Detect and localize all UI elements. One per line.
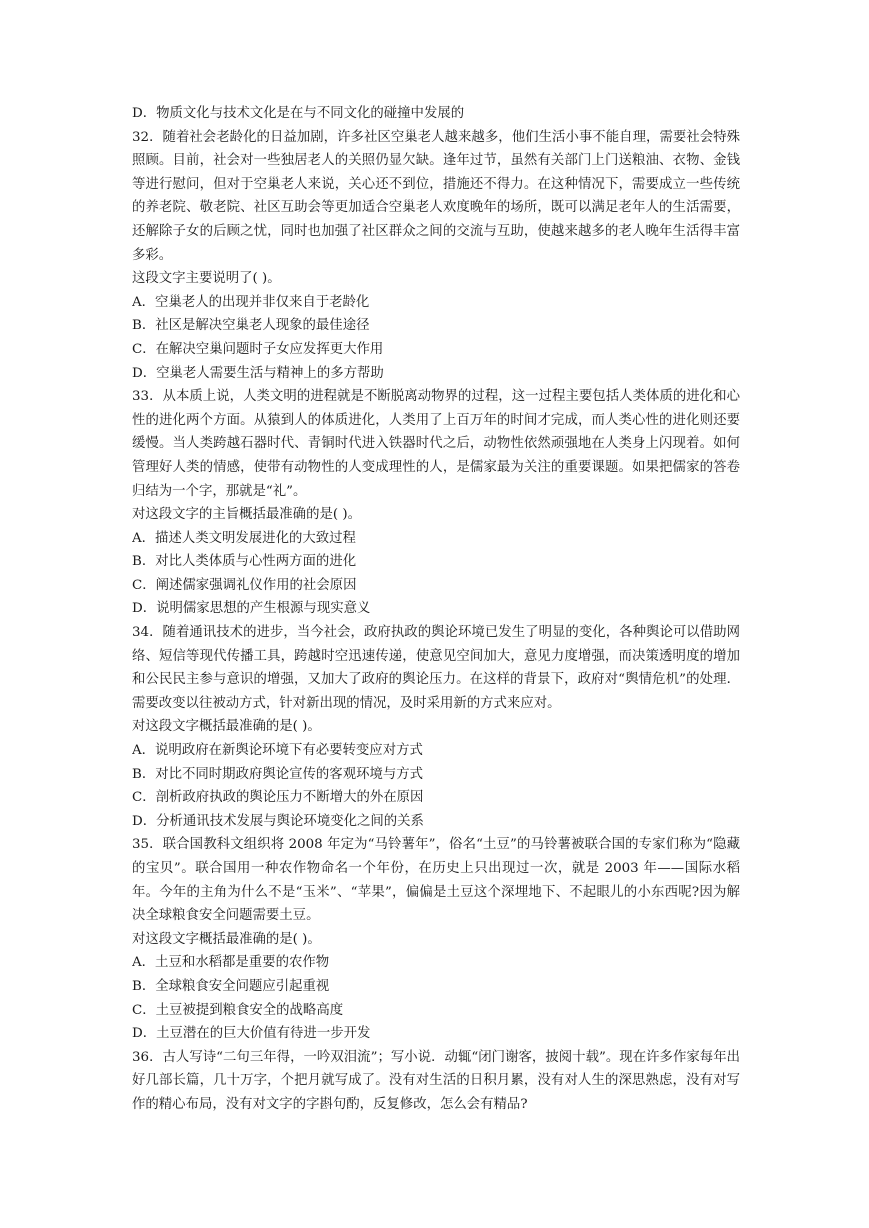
option-32-a: A．空巢老人的出现并非仅来自于老龄化: [132, 294, 370, 310]
question-35-prompt: 对这段文字概括最准确的是( )。: [132, 931, 321, 947]
option-35-c: C．土豆被提到粮食安全的战略高度: [132, 1002, 344, 1018]
option-34-b: B．对比不同时期政府舆论宣传的客观环境与方式: [132, 766, 424, 782]
option-31-d: D．物质文化与技术文化是在与不同文化的碰撞中发展的: [132, 106, 465, 121]
option-33-b: B．对比人类体质与心性两方面的进化: [132, 554, 357, 570]
option-35-d: D．土豆潜在的巨大价值有待进一步开发: [132, 1026, 371, 1042]
passage-36: 36．古人写诗“二句三年得，一吟双泪流”；写小说．动辄“闭门谢客，披阅十载”。现在许多作家每年出好几部长篇，几十万字，个把月就写成了。没有对生活的日积月累，没有对人生的深思熟虑，没有对写作的精心布局，没有对文字的字斟句酌，反复修改，怎么会有精品?: [132, 1049, 740, 1112]
option-34-d: D．分析通讯技术发展与舆论环境变化之间的关系: [132, 813, 424, 829]
question-32-prompt: 这段文字主要说明了( )。: [132, 271, 281, 287]
passage-35: 35．联合国教科文组织将 2008 年定为“马铃薯年”，俗名“土豆”的马铃薯被联合国的专家们称为“隐藏的宝贝”。联合国用一种农作物命名一个年份，在历史上只出现过一次，就是 2003 年——国际水稻年。今年的主角为什么不是“玉米”、“苹果”，偏偏是土豆这个深埋地下、不起眼儿的小东西呢?因为解决全球粮食安全问题需要土豆。: [132, 837, 740, 924]
option-32-d: D．空巢老人需要生活与精神上的多方帮助: [132, 365, 384, 381]
option-32-b: B．社区是解决空巢老人现象的最佳途径: [132, 318, 370, 334]
option-34-a: A．说明政府在新舆论环境下有必要转变应对方式: [132, 743, 423, 759]
option-33-d: D．说明儒家思想的产生根源与现实意义: [132, 601, 371, 617]
passage-32: 32．随着社会老龄化的日益加剧，许多社区空巢老人越来越多，他们生活小事不能自理，需要社会特殊照顾。目前，社会对一些独居老人的关照仍显欠缺。逢年过节，虽然有关部门上门送粮油、衣物、金钱等进行慰问，但对于空巢老人来说，关心还不到位，措施还不得力。在这种情况下，需要成立一些传统的养老院、敬老院、社区互助会等更加适合空巢老人欢度晚年的场所，既可以满足老年人的生活需要，还解除子女的后顾之忧，同时也加强了社区群众之间的交流与互助，使越来越多的老人晚年生活得丰富多彩。: [132, 129, 740, 263]
option-35-a: A．土豆和水稻都是重要的农作物: [132, 955, 330, 971]
option-34-c: C．剖析政府执政的舆论压力不断增大的外在原因: [132, 790, 424, 806]
question-33-prompt: 对这段文字的主旨概括最准确的是( )。: [132, 507, 361, 523]
question-34-prompt: 对这段文字概括最准确的是( )。: [132, 719, 321, 735]
passage-33: 33．从本质上说，人类文明的进程就是不断脱离动物界的过程，这一过程主要包括人类体质的进化和心性的进化两个方面。从猿到人的体质进化，人类用了上百万年的时间才完成，而人类心性的进化则还要缓慢。当人类跨越石器时代、青铜时代进入铁器时代之后，动物性依然顽强地在人类身上闪现着。如何管理好人类的情感，使带有动物性的人变成理性的人，是儒家最为关注的重要课题。如果把儒家的答卷归结为一个字，那就是“礼”。: [132, 389, 740, 499]
option-33-a: A．描述人类文明发展进化的大致过程: [132, 530, 356, 546]
option-33-c: C．阐述儒家强调礼仪作用的社会原因: [132, 577, 357, 593]
passage-34: 34．随着通讯技术的进步，当今社会，政府执政的舆论环境已发生了明显的变化，各种舆论可以借助网络、短信等现代传播工具，跨越时空迅速传递，使意见空间加大，意见力度增强，而决策透明度的增加和公民民主参与意识的增强，又加大了政府的舆论压力。在这样的背景下，政府对“舆情危机”的处理．需要改变以往被动方式，针对新出现的情况，及时采用新的方式来应对。: [132, 625, 740, 711]
option-32-c: C．在解决空巢问题时子女应发挥更大作用: [132, 341, 384, 357]
document-page: [132, 102, 740, 1117]
option-35-b: B．全球粮食安全问题应引起重视: [132, 978, 330, 994]
